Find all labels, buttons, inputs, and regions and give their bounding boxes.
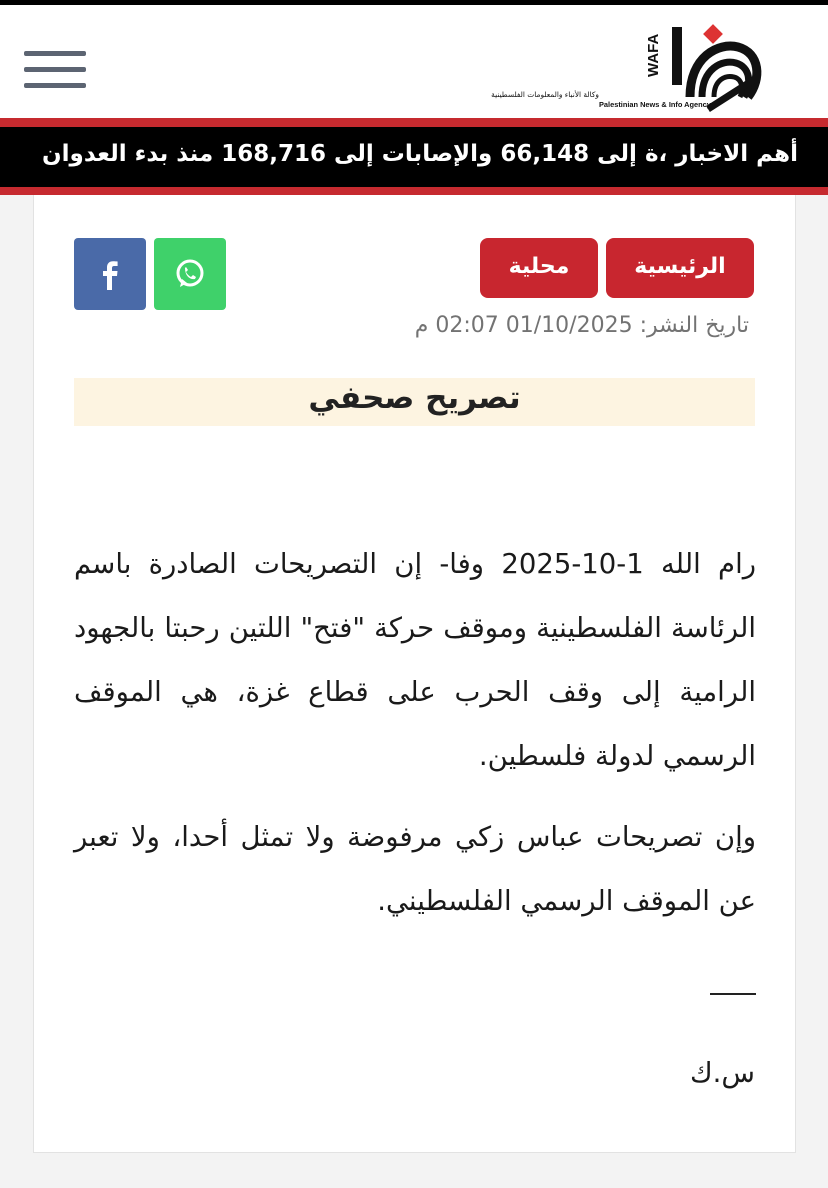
- article-paragraph: رام الله 1-10-2025 وفا- إن التصريحات الصادرة باسم الرئاسة الفلسطينية وموقف حركة "فتح" اللتين رحبتا بالجهود الرامية إلى وقف الحرب على قطاع غزة، هي الموقف الرسمي لدولة فلسطين.: [74, 548, 756, 772]
- article-title: تصريح صحفي: [308, 380, 521, 416]
- logo-mark: [491, 17, 768, 113]
- logo-tagline-ar: وكالة الأنباء والمعلومات الفلسطينية: [491, 90, 599, 99]
- hamburger-menu-icon[interactable]: [24, 51, 86, 89]
- share-facebook-button[interactable]: [74, 238, 146, 310]
- whatsapp-icon: [172, 256, 208, 292]
- site-header: [0, 5, 828, 118]
- wafa-logo[interactable]: [491, 17, 768, 113]
- ticker-text[interactable]: أهم الاخبار ،ة إلى 66,148 والإصابات إلى 168,716 منذ بدء العدوان: [42, 141, 798, 167]
- logo-brand-text: WAFA: [645, 33, 662, 77]
- author-signature: س.ك: [690, 1057, 755, 1089]
- news-ticker[interactable]: [0, 127, 828, 187]
- separator-dash: [710, 993, 756, 995]
- header-divider-bottom: [0, 187, 828, 195]
- logo-tagline-en: Palestinian News & Info Agency: [599, 100, 711, 109]
- share-whatsapp-button[interactable]: [154, 238, 226, 310]
- category-local-button[interactable]: محلية: [480, 238, 598, 298]
- article-title-box: [74, 378, 755, 426]
- article-paragraph: وإن تصريحات عباس زكي مرفوضة ولا تمثل أحدا، ولا تعبر عن الموقف الرسمي الفلسطيني.: [74, 821, 756, 917]
- publish-date: تاريخ النشر: 01/10/2025 02:07 م: [414, 313, 749, 338]
- article-card: [33, 195, 796, 1153]
- category-home-button[interactable]: الرئيسية: [606, 238, 754, 298]
- header-divider-top: [0, 118, 828, 127]
- facebook-icon: [92, 256, 128, 292]
